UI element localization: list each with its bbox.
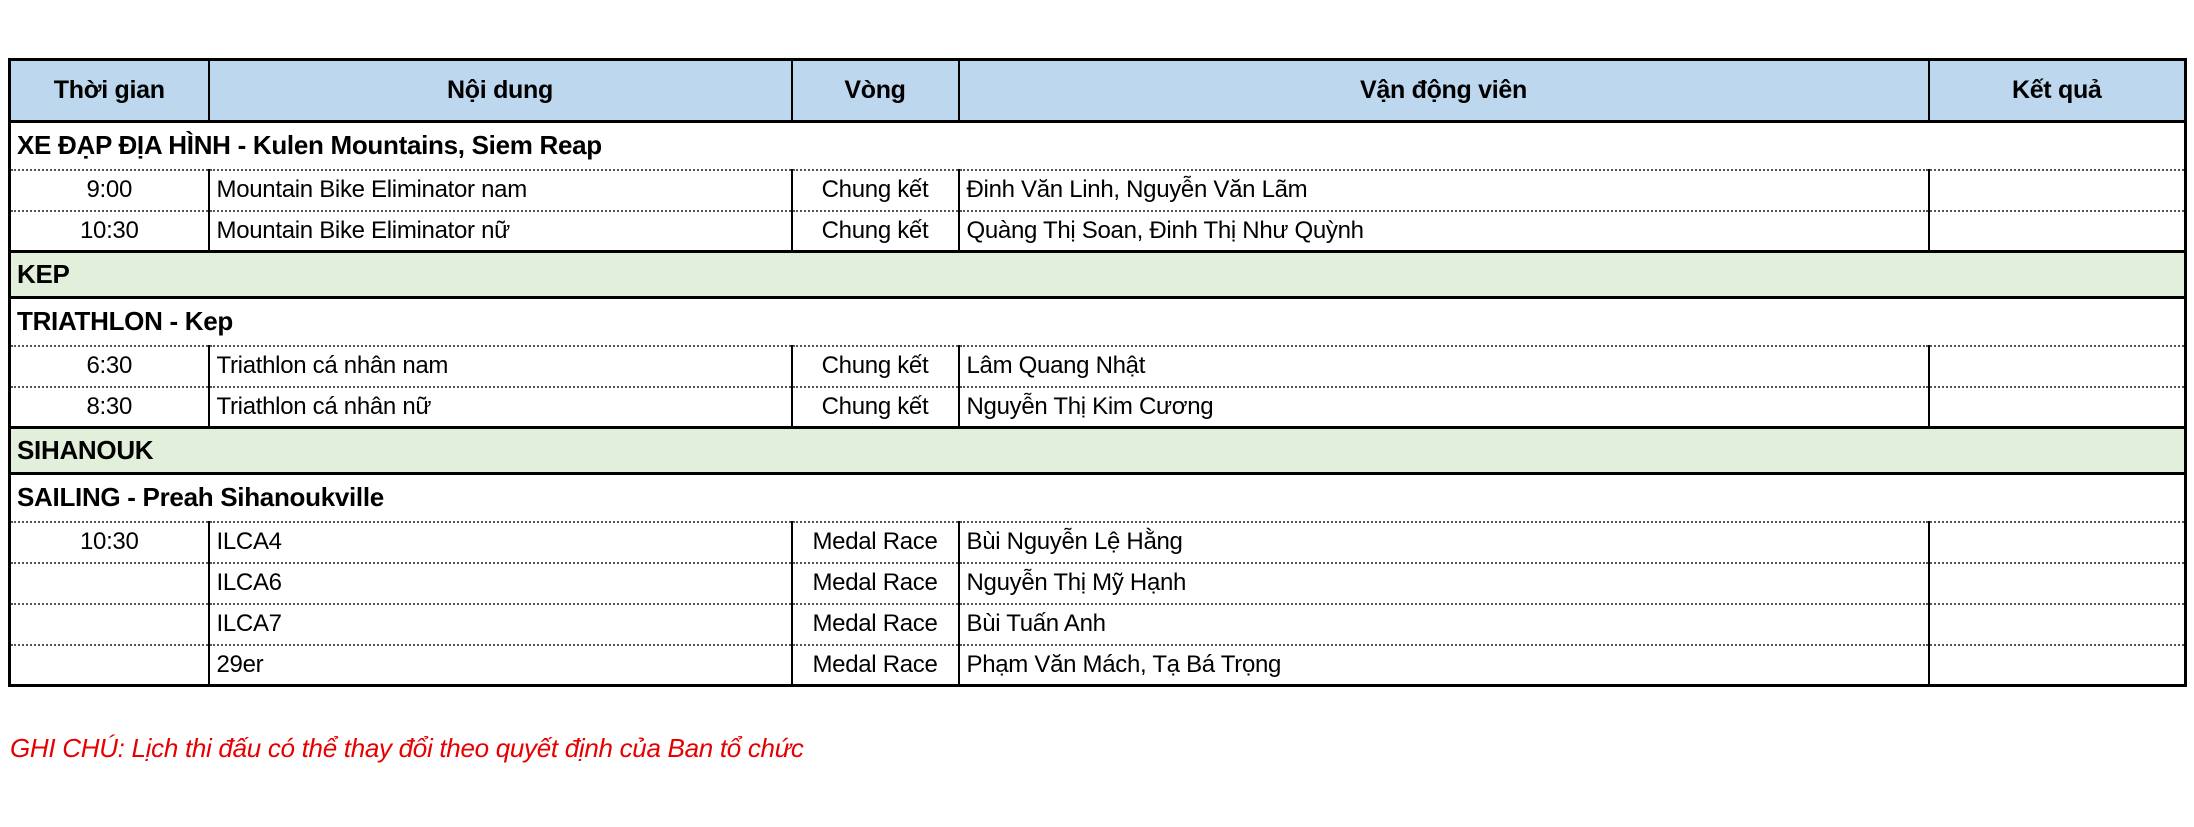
cell-round: Chung kết [792, 346, 959, 387]
sport-section-row [10, 122, 2186, 170]
cell-time [10, 604, 209, 645]
cell-time: 6:30 [10, 346, 209, 387]
cell-result [1929, 563, 2186, 604]
cell-time [10, 563, 209, 604]
cell-result [1929, 170, 2186, 211]
city-section-row [10, 428, 2186, 474]
cell-round: Chung kết [792, 211, 959, 252]
cell-content: Mountain Bike Eliminator nữ [209, 211, 792, 252]
event-row [10, 211, 2186, 252]
cell-athletes: Bùi Nguyễn Lệ Hằng [959, 522, 1929, 563]
cell-athletes: Đinh Văn Linh, Nguyễn Văn Lãm [959, 170, 1929, 211]
cell-round: Chung kết [792, 387, 959, 428]
cell-round: Medal Race [792, 522, 959, 563]
cell-round: Chung kết [792, 170, 959, 211]
cell-time: 8:30 [10, 387, 209, 428]
event-row [10, 563, 2186, 604]
column-header-time: Thời gian [10, 60, 209, 122]
section-label: SIHANOUK [10, 428, 2186, 474]
cell-result [1929, 604, 2186, 645]
column-header-round: Vòng [792, 60, 959, 122]
section-label: KEP [10, 252, 2186, 298]
cell-content: 29er [209, 645, 792, 686]
sport-section-row [10, 298, 2186, 346]
section-label: SAILING - Preah Sihanoukville [10, 474, 2186, 522]
cell-result [1929, 522, 2186, 563]
cell-content: Triathlon cá nhân nam [209, 346, 792, 387]
cell-content: Mountain Bike Eliminator nam [209, 170, 792, 211]
cell-result [1929, 387, 2186, 428]
cell-result [1929, 645, 2186, 686]
schedule-table [8, 58, 2187, 687]
section-label: XE ĐẠP ĐỊA HÌNH - Kulen Mountains, Siem Reap [10, 122, 2186, 170]
column-header-content: Nội dung [209, 60, 792, 122]
cell-round: Medal Race [792, 563, 959, 604]
cell-athletes: Quàng Thị Soan, Đinh Thị Như Quỳnh [959, 211, 1929, 252]
cell-round: Medal Race [792, 645, 959, 686]
cell-content: ILCA7 [209, 604, 792, 645]
event-row [10, 170, 2186, 211]
city-section-row [10, 252, 2186, 298]
event-row [10, 387, 2186, 428]
cell-content: Triathlon cá nhân nữ [209, 387, 792, 428]
event-row [10, 645, 2186, 686]
cell-time: 9:00 [10, 170, 209, 211]
cell-result [1929, 211, 2186, 252]
cell-content: ILCA6 [209, 563, 792, 604]
schedule-page [0, 58, 2194, 827]
event-row [10, 522, 2186, 563]
footer-note: GHI CHÚ: Lịch thi đấu có thể thay đổi theo quyết định của Ban tổ chức [10, 733, 804, 763]
cell-athletes: Nguyễn Thị Mỹ Hạnh [959, 563, 1929, 604]
event-row [10, 346, 2186, 387]
cell-time: 10:30 [10, 522, 209, 563]
cell-athletes: Bùi Tuấn Anh [959, 604, 1929, 645]
cell-athletes: Nguyễn Thị Kim Cương [959, 387, 1929, 428]
header-row [10, 60, 2186, 122]
cell-content: ILCA4 [209, 522, 792, 563]
cell-round: Medal Race [792, 604, 959, 645]
cell-athletes: Phạm Văn Mách, Tạ Bá Trọng [959, 645, 1929, 686]
cell-result [1929, 346, 2186, 387]
cell-time: 10:30 [10, 211, 209, 252]
section-label: TRIATHLON - Kep [10, 298, 2186, 346]
event-row [10, 604, 2186, 645]
cell-athletes: Lâm Quang Nhật [959, 346, 1929, 387]
schedule-table-body [10, 122, 2186, 686]
column-header-result: Kết quả [1929, 60, 2186, 122]
cell-time [10, 645, 209, 686]
sport-section-row [10, 474, 2186, 522]
column-header-athletes: Vận động viên [959, 60, 1929, 122]
